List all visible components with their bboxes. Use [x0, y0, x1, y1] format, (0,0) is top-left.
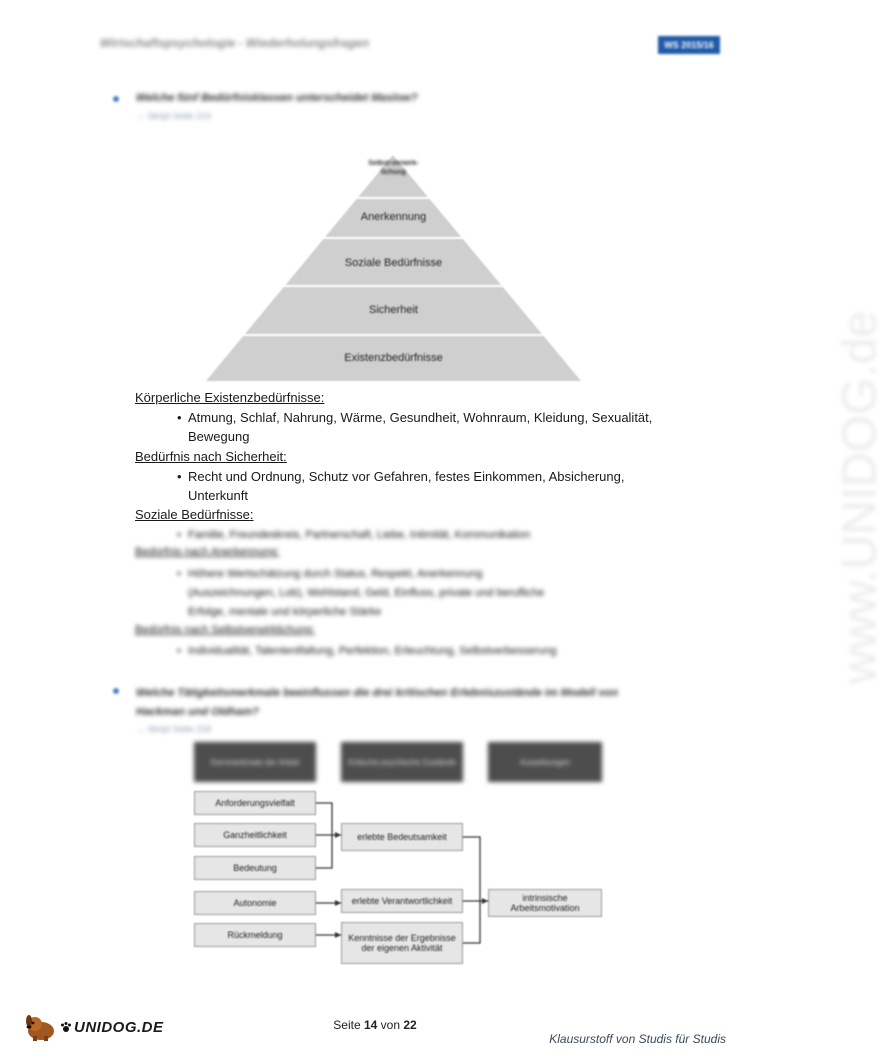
diagram-feature: Autonomie	[194, 891, 316, 915]
item-line: Atmung, Schlaf, Nahrung, Wärme, Gesundheit, Wohnraum, Kleidung, Sexualität,	[188, 410, 653, 425]
item-line: Individualität, Talententfaltung, Perfektion, Erleuchtung, Selbstverbesserung	[188, 645, 557, 657]
bullet-icon: •	[177, 410, 182, 425]
item-line: Höhere Wertschätzung durch Status, Respekt, Anerkennung	[188, 568, 483, 580]
bullet-icon: •	[177, 469, 182, 484]
diagram-header: Kritische psychische Zustände	[341, 742, 463, 782]
page-total: 22	[403, 1018, 417, 1032]
question-2-line: Hackman und Oldham?	[136, 706, 259, 718]
list-item	[177, 642, 557, 661]
section-heading: Bedürfnis nach Anerkennung:	[135, 546, 280, 558]
bullet-icon: •	[177, 645, 181, 657]
diagram-feature: Bedeutung	[194, 856, 316, 880]
item-line: Bewegung	[188, 429, 250, 444]
pyramid-level-self-actualization: Selbst-verwirk-lichung	[368, 160, 419, 176]
list-item	[177, 467, 625, 505]
question-bullet-icon	[113, 688, 119, 694]
item-line: (Auszeichnungen, Lob), Wohlstand, Geld, Einfluss, private und berufliche	[188, 587, 545, 599]
pyramid-level-safety: Sicherheit	[369, 304, 418, 316]
pyramid-level-physiological: Existenzbedürfnisse	[344, 352, 443, 364]
header-title: Wirtschaftspsychologie - Wiederholungsfragen	[100, 36, 370, 50]
question-2-line: Welche Tätigkeitsmerkmale beeinflussen die drei kritischen Erlebniszustände im Modell von	[136, 687, 619, 699]
question-1-reference: → Skript Seite 214	[136, 111, 212, 121]
item-line: Unterkunft	[188, 488, 248, 503]
diagram-state: erlebte Bedeutsamkeit	[341, 823, 463, 851]
item-line: Recht und Ordnung, Schutz vor Gefahren, festes Einkommen, Absicherung,	[188, 469, 625, 484]
diagram-header: Kernmerkmale der Arbeit	[194, 742, 316, 782]
diagram-state: Kenntnisse der Ergebnisse der eigenen Aktivität	[341, 922, 463, 964]
list-item	[177, 408, 653, 446]
section-heading: Körperliche Existenzbedürfnisse:	[135, 390, 325, 405]
dog-icon	[24, 1012, 58, 1042]
pyramid-level-esteem: Anerkennung	[360, 211, 427, 223]
semester-badge: WS 2015/16	[658, 36, 720, 54]
section-heading: Bedürfnis nach Sicherheit:	[135, 449, 287, 464]
question-2-text	[136, 684, 656, 722]
page-prefix: Seite	[333, 1018, 364, 1032]
list-item	[177, 526, 531, 545]
section-heading: Soziale Bedürfnisse:	[135, 507, 254, 522]
question-1-text: Welche fünf Bedürfnisklassen unterscheidet Maslow?	[136, 92, 418, 104]
page-current: 14	[363, 1018, 378, 1032]
diagram-state: erlebte Verantwortlichkeit	[341, 889, 463, 913]
page-mid: von	[377, 1018, 404, 1032]
item-line: Erfolge, mentale und körperliche Stärke	[188, 606, 382, 618]
list-item	[177, 565, 545, 622]
logo-text: UNIDOG.DE	[74, 1018, 164, 1036]
paw-icon	[60, 1021, 72, 1033]
pyramid-level-social: Soziale Bedürfnisse	[344, 257, 443, 269]
unidog-logo	[24, 1012, 164, 1042]
item-line: Familie, Freundeskreis, Partnerschaft, Liebe, Intimität, Kommunikation	[188, 529, 531, 541]
bullet-icon: •	[177, 568, 181, 580]
footer-tagline: Klausurstoff von Studis für Studis	[549, 1032, 726, 1046]
bullet-icon: •	[177, 529, 181, 541]
diagram-feature: Anforderungsvielfalt	[194, 791, 316, 815]
watermark: www.UNIDOG.de	[833, 310, 887, 685]
diagram-header: Auswirkungen	[488, 742, 602, 782]
question-2-reference: → Skript Seite 218	[136, 724, 212, 734]
diagram-outcome: intrinsische Arbeitsmotivation	[488, 889, 602, 917]
section-heading: Bedürfnis nach Selbstverwirklichung:	[135, 624, 315, 636]
diagram-feature: Ganzheitlichkeit	[194, 823, 316, 847]
diagram-feature: Rückmeldung	[194, 923, 316, 947]
maslow-pyramid	[206, 153, 581, 381]
question-bullet-icon	[113, 96, 119, 102]
